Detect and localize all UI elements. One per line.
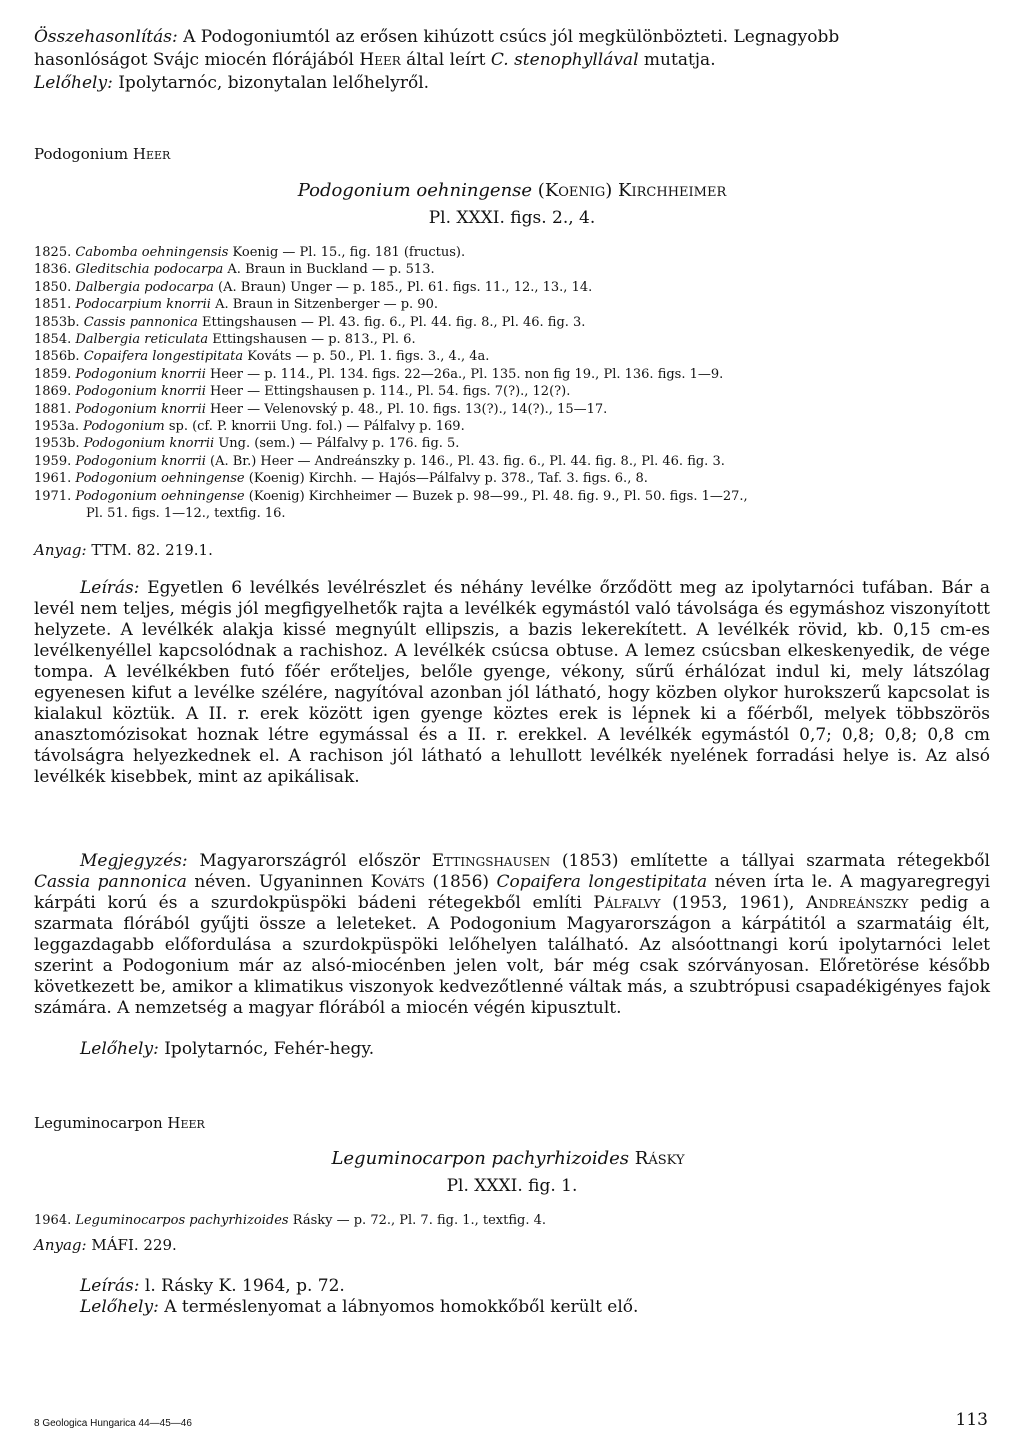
- author-heer: Heer: [359, 50, 401, 70]
- genus-heading-podogonium: [34, 144, 170, 164]
- comparison-label: Összehasonlítás:: [34, 27, 178, 47]
- material-text-2: MÁFI. 229.: [86, 1236, 177, 1254]
- comparison-text-1: A Podogoniumtól az erősen kihúzott csúcs jól megkülönbözteti. Legnagyobb: [177, 27, 840, 47]
- description-label: Leírás:: [80, 578, 140, 598]
- description-text: Egyetlen 6 levélkés levélrészlet és néhány levélke őrződött meg az ipolytarnóci tufában. Bár a levél nem teljes, mégis jól megfigyelhetők rajta a levélkék egymástól való távolsága és egymáshoz viszonyított helyzete. A levélkék alakja kissé megnyúlt ellipszis, a bazis lekerekített. A levélkék rövid, kb. 0,15 cm-es levélkenyéllel kapcsolódnak a rachishoz. A levélkék csúcsa obtuse. A lemez csúcsban elkeskenyedik, de vége tompa. A levélkékben futó főér erőteljes, belőle gyenge, vékony, sűrű érhálózat indul ki, mely látszólag egyenesen kifut a levélke szélére, nagyítóval azonban jól látható, hogy közben olykor hurokszerű kapcsolat is kialakul köztük. A II. r. erek között igen gyenge köztes erek is lépnek ki a főérből, melyek többszörös anasztomózisokat hoznak létre egymással és a II. r. erekkel. A levélkék egymástól 0,7; 0,8; 0,8; 0,8 cm távolságra helyezkednek el. A rachison jól látható a lehullott levélkék nyelének forradási helye is. Az alsó levélkék kisebbek, mint az apikálisak.: [34, 578, 990, 787]
- locality-line-2: [80, 1039, 374, 1059]
- synonym-continuation: Pl. 51. figs. 1—12., textfig. 16.: [86, 506, 286, 522]
- genus-name-2: Leguminocarpon: [34, 1114, 168, 1132]
- synonym-entry: 1859. Podogonium knorrii Heer — p. 114., Pl. 134. figs. 22—26a., Pl. 135. non fig 19., Pl. 136. figs. 1—9.: [34, 366, 724, 382]
- synonym-entry: 1961. Podogonium oehningense (Koenig) Kirchh. — Hajós—Pálfalvy p. 378., Taf. 3. figs. 6., 8.: [34, 471, 648, 487]
- taxon-cassia: Cassia pannonica: [34, 872, 187, 892]
- species-heading-pachyrhizoides: [0, 1148, 1020, 1169]
- species-plate-ref-2: Pl. XXXI. fig. 1.: [446, 1176, 578, 1196]
- description-line-2: [80, 1276, 345, 1296]
- species-plate-ref: Pl. XXXI. figs. 2., 4.: [428, 208, 596, 228]
- synonym-list: [34, 244, 994, 523]
- synonym-entry: 1851. Podocarpium knorrii A. Braun in Sitzenberger — p. 90.: [34, 297, 438, 313]
- author-andreanszky: Andreánszky: [806, 893, 909, 913]
- material-line-1: [34, 540, 213, 560]
- locality-line-1: [34, 73, 429, 93]
- species-author-2: Rásky: [629, 1148, 685, 1169]
- note-label: Megjegyzés:: [80, 851, 188, 871]
- synonym-entry: 1953a. Podogonium sp. (cf. P. knorrii Ung. fol.) — Pálfalvy p. 169.: [34, 419, 465, 435]
- locality-text-2: Ipolytarnóc, Fehér-hegy.: [158, 1039, 375, 1059]
- locality-label-2: Lelőhely:: [80, 1039, 159, 1059]
- material-label-2: Anyag:: [34, 1236, 87, 1254]
- description-text-2: l. Rásky K. 1964, p. 72.: [139, 1276, 345, 1296]
- synonym-entry: 1953b. Podogonium knorrii Ung. (sem.) — Pálfalvy p. 176. fig. 5.: [34, 436, 460, 452]
- description-label-2: Leírás:: [80, 1276, 140, 1296]
- author-kovats: Kováts: [370, 872, 426, 892]
- genus-author: Heer: [132, 145, 171, 163]
- species-name: Podogonium oehningense: [297, 180, 533, 201]
- locality-text: Ipolytarnóc, bizonytalan lelőhelyről.: [112, 73, 430, 93]
- locality-line-3: [80, 1297, 638, 1317]
- comparison-text-2a: hasonlóságot Svájc miocén flórájából: [34, 50, 360, 70]
- synonym-entry: 1869. Podogonium knorrii Heer — Ettingshausen p. 114., Pl. 54. figs. 7(?)., 12(?).: [34, 384, 571, 400]
- species-name-2: Leguminocarpon pachyrhizoides: [331, 1148, 630, 1169]
- genus-author-2: Heer: [167, 1114, 205, 1132]
- locality-text-3: A terméslenyomat a lábnyomos homokkőből került elő.: [158, 1297, 639, 1317]
- synonym-entry: 1856b. Copaifera longestipitata Kováts — p. 50., Pl. 1. figs. 3., 4., 4a.: [34, 349, 490, 365]
- species-author: (Koenig) Kirchheimer: [532, 180, 727, 201]
- comparison-text-2c: mutatja.: [638, 50, 716, 70]
- page-number: 113: [955, 1410, 988, 1430]
- locality-label-3: Lelőhely:: [80, 1297, 159, 1317]
- material-text: TTM. 82. 219.1.: [86, 541, 213, 559]
- synonym-entry: 1971. Podogonium oehningense (Koenig) Kirchheimer — Buzek p. 98—99., Pl. 48. fig. 9., Pl. 50. figs. 1—27.,: [34, 488, 748, 504]
- description-paragraph: [34, 578, 990, 788]
- footer-signature: 8 Geologica Hungarica 44—45—46: [34, 1418, 192, 1429]
- author-palfalvy: Pálfalvy: [593, 893, 661, 913]
- taxon-c-stenophylla: C. stenophyllával: [490, 50, 639, 70]
- species-heading-oehningense: [0, 180, 1024, 201]
- synonym-entry: 1964. Leguminocarpos pachyrhizoides Rásky — p. 72., Pl. 7. fig. 1., textfig. 4.: [34, 1213, 547, 1228]
- synonym-entry: 1854. Dalbergia reticulata Ettingshausen — p. 813., Pl. 6.: [34, 332, 416, 348]
- locality-label: Lelőhely:: [34, 73, 113, 93]
- comparison-text-2b: által leírt: [400, 50, 491, 70]
- genus-heading-leguminocarpon: [34, 1113, 205, 1133]
- material-line-2: [34, 1235, 177, 1255]
- synonym-entry: 1825. Cabomba oehningensis Koenig — Pl. 15., fig. 181 (fructus).: [34, 245, 466, 260]
- comparison-line-1: [34, 27, 839, 47]
- synonym-list-2: [34, 1212, 994, 1229]
- synonym-entry: 1881. Podogonium knorrii Heer — Velenovský p. 48., Pl. 10. figs. 13(?)., 14(?)., 15—17.: [34, 401, 608, 417]
- author-ettingshausen: Ettingshausen: [431, 851, 551, 871]
- taxon-copaifera: Copaifera longestipitata: [496, 872, 708, 892]
- genus-name: Podogonium: [34, 145, 133, 163]
- synonym-entry: 1959. Podogonium knorrii (A. Br.) Heer — Andreánszky p. 146., Pl. 43. fig. 6., Pl. 44. fig. 8., Pl. 46. fig. 3.: [34, 453, 725, 469]
- synonym-entry: 1836. Gleditschia podocarpa A. Braun in Buckland — p. 513.: [34, 262, 435, 278]
- synonym-entry: 1853b. Cassis pannonica Ettingshausen — Pl. 43. fig. 6., Pl. 44. fig. 8., Pl. 46. fig. 3.: [34, 314, 586, 330]
- note-paragraph: Megjegyzés: Magyarországról először Ettingshausen (1853) említette a tállyai szarmata rétegekből Cassia pannonica néven. Ugyaninnen Kováts (1856) Copaifera longestipitata néven írta le. A magyaregregyi kárpáti korú és a szurdokpüspöki bádeni rétegekből említi Pálfalvy (1953, 1961), Andreánszky pedig a szarmata flórából gyűjti össze a leleteket. A Podogonium Magyarországon a kárpátitól a szarmatáig élt, leggazdagabb előfordulása a szurdokpüspöki lelőhelyen található. Az alsóottnangi korú ipolytarnóci lelet szerint a Podogonium már az alsó-miocénben jelen volt, bár még csak szórványosan. Előretörése később következett be, amikor a klimatikus viszonyok kedvezőtlenné váltak más, a szubtrópusi csapadékigényes fajok számára. A nemzetség a magyar flórából a miocén végén kipusztult.: [34, 851, 991, 1018]
- material-label: Anyag:: [34, 541, 87, 559]
- synonym-entry: 1850. Dalbergia podocarpa (A. Braun) Unger — p. 185., Pl. 61. figs. 11., 12., 13., 14.: [34, 279, 593, 295]
- comparison-line-2: [34, 50, 716, 70]
